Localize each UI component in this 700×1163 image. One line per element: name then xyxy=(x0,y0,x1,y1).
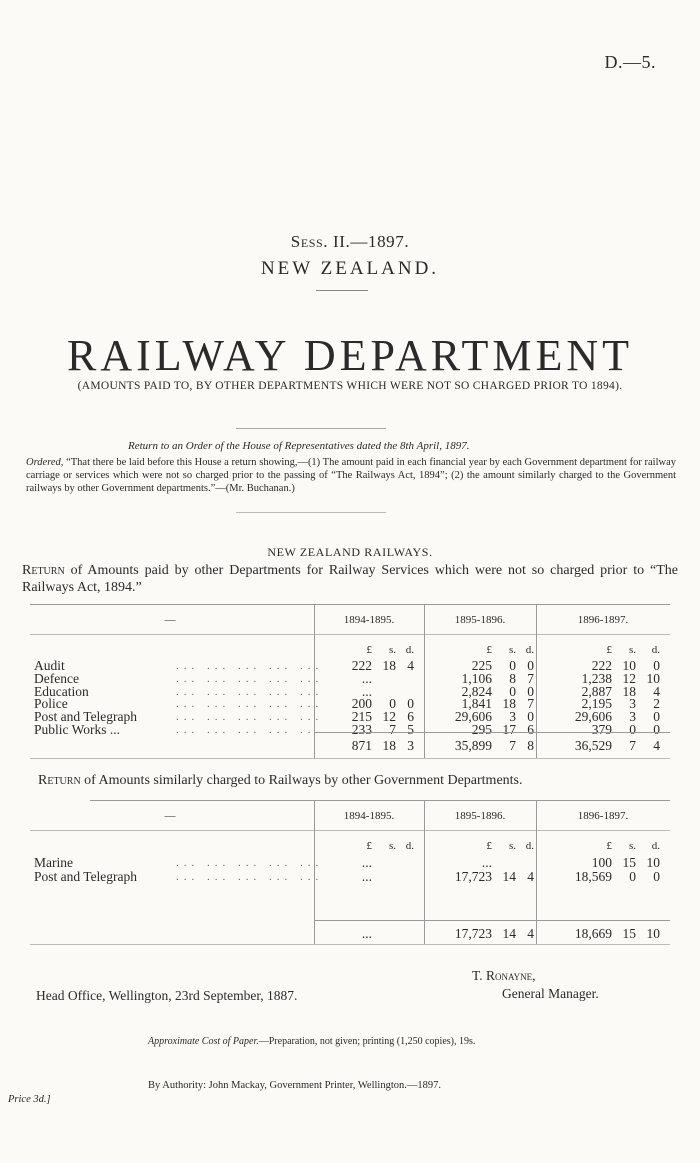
row1-col1-pounds: 1,106 xyxy=(461,670,492,686)
country-heading: NEW ZEALAND. xyxy=(260,258,440,279)
table1 xyxy=(30,604,670,764)
railways-heading: NEW ZEALAND RAILWAYS. xyxy=(267,545,433,559)
total-col2-pence: 4 xyxy=(653,738,660,753)
table-rule xyxy=(424,604,425,759)
unit-col2-pence: d. xyxy=(651,840,660,852)
dot-leader: ... ... ... ... ... xyxy=(176,698,324,711)
row4-col2-pence: 0 xyxy=(653,709,660,725)
total-col0-pence: 3 xyxy=(407,738,414,753)
signatory-name-text: T. Ronayne, xyxy=(472,968,536,983)
row3-col0-pounds: 200 xyxy=(351,696,372,712)
row0-col0-pounds: 222 xyxy=(351,658,372,673)
session-heading: Sess. II.—1897. xyxy=(290,232,410,251)
table2 xyxy=(30,800,670,950)
unit-col1-shillings: s. xyxy=(508,840,516,852)
unit-col0-shillings: s. xyxy=(388,644,396,656)
unit-col1-pounds: £ xyxy=(486,644,492,656)
row2-col2-pounds: 2,887 xyxy=(581,683,612,699)
row2-col0-pounds: ... xyxy=(361,683,372,699)
dot-leader: ... ... ... ... ... xyxy=(176,685,324,698)
header-dash: — xyxy=(164,614,176,626)
divider xyxy=(316,290,368,291)
total-col2-pence: 10 xyxy=(646,926,660,941)
row-label: Audit xyxy=(34,658,65,673)
row2-col1-shillings: 0 xyxy=(509,683,516,699)
row1-col2-pounds: 1,238 xyxy=(581,670,612,686)
table2-caption-lead: Return xyxy=(38,773,81,788)
unit-col2-pounds: £ xyxy=(606,644,612,656)
row0-col1-pence: 0 xyxy=(527,658,534,673)
unit-col0-shillings: s. xyxy=(388,840,396,852)
unit-col2-pounds: £ xyxy=(606,840,612,852)
table-rule xyxy=(536,604,537,759)
row1-col1-pounds: 17,723 xyxy=(454,869,492,884)
total-col1-pounds: 35,899 xyxy=(454,738,492,753)
row-label: Post and Telegraph xyxy=(34,869,138,884)
page-number: D.—5. xyxy=(604,52,656,72)
row5-col1-shillings: 17 xyxy=(502,722,516,737)
unit-col1-pounds: £ xyxy=(486,840,492,852)
signatory-name xyxy=(472,968,536,984)
total-col0-pounds: 871 xyxy=(351,738,372,753)
row5-col2-shillings: 0 xyxy=(629,722,636,737)
dot-leader: ... ... ... ... ... xyxy=(176,711,324,724)
row1-col1-pence: 7 xyxy=(527,670,534,686)
table-rule xyxy=(90,800,670,801)
row3-col2-pounds: 2,195 xyxy=(581,696,612,712)
table2-caption-text: of Amounts similarly charged to Railways by other Government Departments. xyxy=(84,773,523,788)
row1-col2-pence: 0 xyxy=(653,869,660,884)
row0-col1-pounds: ... xyxy=(481,855,492,870)
table1-caption xyxy=(22,562,678,596)
unit-col2-pence: d. xyxy=(651,644,660,656)
row4-col2-shillings: 3 xyxy=(629,709,636,725)
row1-col2-shillings: 12 xyxy=(622,670,636,686)
unit-col2-shillings: s. xyxy=(628,840,636,852)
table2-caption xyxy=(38,773,523,789)
unit-col1-shillings: s. xyxy=(508,644,516,656)
row1-col2-pounds: 18,569 xyxy=(574,869,612,884)
total-col1-shillings: 7 xyxy=(509,738,516,753)
row0-col2-pence: 0 xyxy=(653,658,660,673)
unit-col0-pence: d. xyxy=(405,840,414,852)
row-label: Marine xyxy=(34,855,73,870)
ordered-text: “That there be laid before this House a return showing,—(1) The amount paid in each financial year by each Government department for railway carriage or services which were not so charged prior to the passing of “The Railways Act, 1894”; (2) the amount similarly charged to the Government railways by other Government departments.”—(Mr. Buchanan.) xyxy=(26,457,676,494)
row-label: Education xyxy=(34,683,89,699)
row0-col1-shillings: 0 xyxy=(509,658,516,673)
row2-col1-pence: 0 xyxy=(527,683,534,699)
row3-col2-pence: 2 xyxy=(653,696,660,712)
row5-col1-pence: 6 xyxy=(527,722,534,737)
table-rule xyxy=(30,604,670,605)
table-rule xyxy=(30,758,670,759)
table-rule xyxy=(30,944,670,945)
unit-col0-pence: d. xyxy=(405,644,414,656)
row2-col1-pounds: 2,824 xyxy=(461,683,492,699)
row4-col1-pounds: 29,606 xyxy=(454,709,492,725)
row3-col0-pence: 0 xyxy=(407,696,414,712)
row-label: Post and Telegraph xyxy=(34,709,138,725)
row0-col2-shillings: 15 xyxy=(622,855,636,870)
cost-line xyxy=(148,1036,475,1047)
row2-col2-pence: 4 xyxy=(653,683,660,699)
dot-leader: ... ... ... ... ... xyxy=(176,857,324,869)
dot-leader: ... ... ... ... ... xyxy=(176,672,324,685)
row3-col1-pounds: 1,841 xyxy=(461,696,492,712)
unit-col0-pounds: £ xyxy=(366,644,372,656)
unit-col2-shillings: s. xyxy=(628,644,636,656)
return-order: Return to an Order of the House of Representatives dated the 8th April, 1897. xyxy=(128,440,470,452)
row5-col2-pounds: 379 xyxy=(591,722,612,737)
row1-col0-pounds: ... xyxy=(361,670,372,686)
printer-line: By Authority: John Mackay, Government Printer, Wellington.—1897. xyxy=(148,1080,441,1091)
row1-col0-pounds: ... xyxy=(361,869,372,884)
row0-col0-pence: 4 xyxy=(407,658,414,673)
row0-col2-pence: 10 xyxy=(646,855,660,870)
row4-col0-pounds: 215 xyxy=(351,709,372,725)
header-year: 1894-1895. xyxy=(343,614,395,626)
row3-col1-pence: 7 xyxy=(527,696,534,712)
total-col1-pence: 4 xyxy=(527,926,534,941)
header-year: 1895-1896. xyxy=(454,614,506,626)
ordered-paragraph xyxy=(26,456,676,495)
row0-col2-shillings: 10 xyxy=(622,658,636,673)
total-col1-shillings: 14 xyxy=(502,926,516,941)
ordered-label: Ordered, xyxy=(26,457,64,468)
total-col0-shillings: 18 xyxy=(382,738,396,753)
table-rule xyxy=(314,732,670,733)
row0-col1-pounds: 225 xyxy=(471,658,492,673)
row3-col0-shillings: 0 xyxy=(389,696,396,712)
cost-text: —Preparation, not given; printing (1,250 copies), 19s. xyxy=(258,1036,476,1047)
divider xyxy=(236,512,386,513)
row3-col2-shillings: 3 xyxy=(629,696,636,712)
row4-col1-shillings: 3 xyxy=(509,709,516,725)
row5-col0-pounds: 233 xyxy=(351,722,372,737)
header-dash: — xyxy=(164,810,176,822)
row5-col0-pence: 5 xyxy=(407,722,414,737)
signatory-role: General Manager. xyxy=(502,986,599,1001)
price: Price 3d.] xyxy=(8,1094,51,1105)
row-label: Police xyxy=(34,696,68,712)
unit-col0-pounds: £ xyxy=(366,840,372,852)
row4-col2-pounds: 29,606 xyxy=(574,709,612,725)
row1-col2-pence: 10 xyxy=(646,670,660,686)
unit-col1-pence: d. xyxy=(525,644,534,656)
row-label: Public Works ... xyxy=(34,722,121,737)
row4-col0-pence: 6 xyxy=(407,709,414,725)
cost-label: Approximate Cost of Paper. xyxy=(148,1036,259,1047)
document-title: RAILWAY DEPARTMENT xyxy=(66,331,633,380)
unit-col1-pence: d. xyxy=(525,840,534,852)
row3-col1-shillings: 18 xyxy=(502,696,516,712)
header-year: 1896-1897. xyxy=(577,614,629,626)
row0-col0-pounds: ... xyxy=(361,855,372,870)
row1-col1-shillings: 8 xyxy=(509,670,516,686)
table1-caption-text: of Amounts paid by other Departments for Railway Services which were not so charged prior to “The Railways Act, 1894.” xyxy=(22,563,678,595)
table1-caption-lead: Return xyxy=(22,563,65,578)
row5-col1-pounds: 295 xyxy=(471,722,492,737)
row0-col0-shillings: 18 xyxy=(382,658,396,673)
row0-col2-pounds: 100 xyxy=(591,855,612,870)
row4-col0-shillings: 12 xyxy=(382,709,396,725)
total-col2-pounds: 36,529 xyxy=(574,738,612,753)
table-rule xyxy=(30,634,670,635)
row0-col2-pounds: 222 xyxy=(591,658,612,673)
divider xyxy=(236,428,386,429)
row5-col2-pence: 0 xyxy=(653,722,660,737)
header-year: 1894-1895. xyxy=(343,810,395,822)
row4-col1-pence: 0 xyxy=(527,709,534,725)
dot-leader: ... ... ... ... ... xyxy=(176,660,324,672)
total-col2-shillings: 7 xyxy=(629,738,636,753)
header-year: 1896-1897. xyxy=(577,810,629,822)
dot-leader: ... ... ... ... ... xyxy=(176,724,324,736)
total-col0-pounds: ... xyxy=(361,926,372,941)
dot-leader: ... ... ... ... ... xyxy=(176,871,324,883)
total-col1-pounds: 17,723 xyxy=(454,926,492,941)
total-col1-pence: 8 xyxy=(527,738,534,753)
total-col2-shillings: 15 xyxy=(622,926,636,941)
table-rule xyxy=(30,830,670,831)
row5-col0-shillings: 7 xyxy=(389,722,396,737)
total-col2-pounds: 18,669 xyxy=(574,926,612,941)
table-rule xyxy=(314,920,670,921)
row-label: Defence xyxy=(34,670,79,686)
office-date: Head Office, Wellington, 23rd September, 1887. xyxy=(36,988,298,1003)
document-subtitle: (AMOUNTS PAID TO, BY OTHER DEPARTMENTS WHICH WERE NOT SO CHARGED PRIOR TO 1894). xyxy=(77,380,623,392)
row1-col1-pence: 4 xyxy=(527,869,534,884)
row1-col1-shillings: 14 xyxy=(502,869,516,884)
row2-col2-shillings: 18 xyxy=(622,683,636,699)
header-year: 1895-1896. xyxy=(454,810,506,822)
row1-col2-shillings: 0 xyxy=(629,869,636,884)
